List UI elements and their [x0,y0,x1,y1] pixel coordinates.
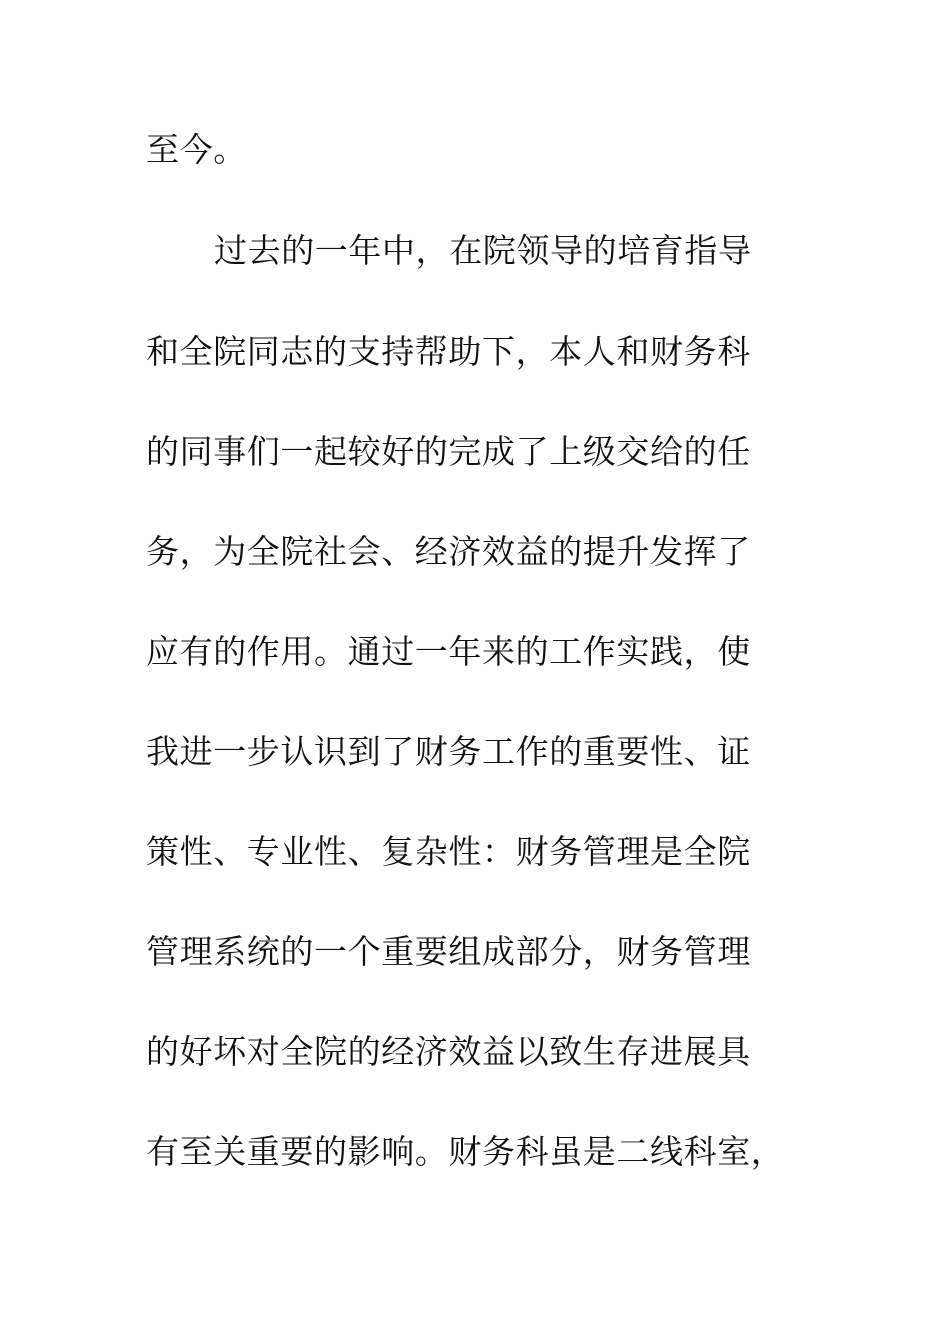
text-line-7: 我进一步认识到了财务工作的重要性、证 [146,732,751,771]
text-line-9: 管理系统的一个重要组成部分，财务管理 [146,932,751,971]
paragraph-start-line: 过去的一年中，在院领导的培育指导 [214,231,752,270]
text-line-6: 应有的作用。通过一年来的工作实践，使 [146,632,751,671]
text-line-3: 和全院同志的支持帮助下，本人和财务科 [146,332,751,371]
text-line-10: 的好坏对全院的经济效益以致生存进展具 [146,1032,751,1071]
text-line-8: 策性、专业性、复杂性：财务管理是全院 [146,832,751,871]
text-line-11: 有至关重要的影响。财务科虽是二线科室， [146,1132,785,1171]
text-line-1: 至今。 [146,130,247,169]
text-line-5: 务，为全院社会、经济效益的提升发挥了 [146,532,751,571]
text-line-4: 的同事们一起较好的完成了上级交给的任 [146,432,751,471]
